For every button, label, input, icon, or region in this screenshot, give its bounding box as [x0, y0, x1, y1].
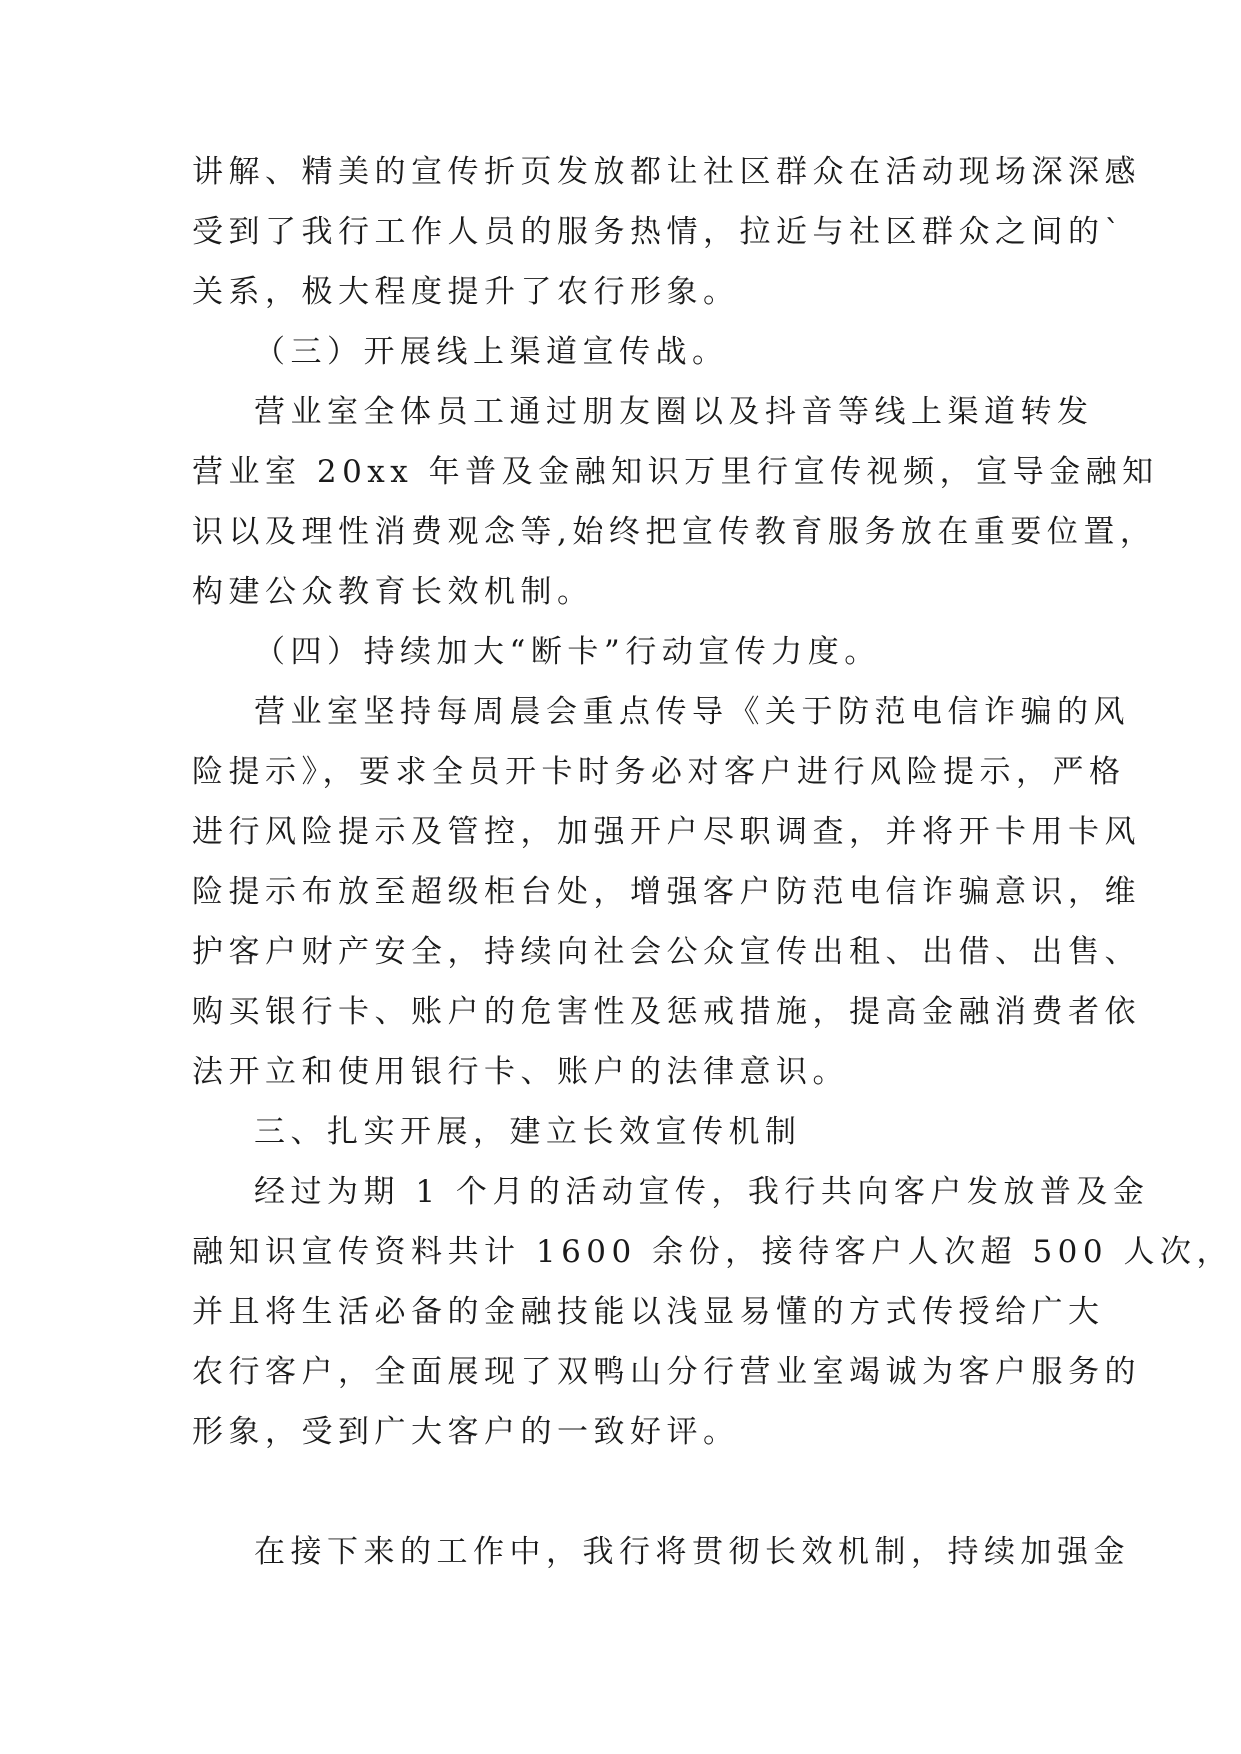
text-line: 构建公众教育长效机制。	[192, 574, 594, 610]
text-line: 农行客户，全面展现了双鸭山分行营业室竭诚为客户服务的	[192, 1354, 1141, 1390]
text-line: 营业室全体员工通过朋友圈以及抖音等线上渠道转发	[254, 394, 1094, 430]
text-line: 并且将生活必备的金融技能以浅显易懂的方式传授给广大	[192, 1294, 1105, 1330]
text-line: 险提示布放至超级柜台处，增强客户防范电信诈骗意识，维	[192, 874, 1141, 910]
text-line: 形象，受到广大客户的一致好评。	[192, 1414, 740, 1450]
text-line: 关系，极大程度提升了农行形象。	[192, 274, 740, 310]
text-line: 识以及理性消费观念等,始终把宣传教育服务放在重要位置，	[192, 514, 1157, 550]
section-heading: （三）开展线上渠道宣传战。	[254, 334, 729, 370]
text-line: 受到了我行工作人员的服务热情，拉近与社区群众之间的`	[192, 214, 1126, 250]
text-line: 在接下来的工作中，我行将贯彻长效机制，持续加强金	[254, 1534, 1130, 1570]
text-line: 护客户财产安全，持续向社会公众宣传出租、出借、出售、	[192, 934, 1141, 970]
section-heading: 三、扎实开展，建立长效宣传机制	[254, 1114, 802, 1150]
text-line: 进行风险提示及管控，加强开户尽职调查，并将开卡用卡风	[192, 814, 1141, 850]
text-line: 法开立和使用银行卡、账户的法律意识。	[192, 1054, 849, 1090]
section-heading: （四）持续加大“断卡”行动宣传力度。	[254, 634, 881, 670]
text-line: 融知识宣传资料共计 1600 余份，接待客户人次超 500 人次，	[192, 1234, 1233, 1270]
text-line: 营业室坚持每周晨会重点传导《关于防范电信诈骗的风	[254, 694, 1130, 730]
text-line: 险提示》，要求全员开卡时务必对客户进行风险提示，严格	[192, 754, 1126, 790]
text-line: 经过为期 1 个月的活动宣传，我行共向客户发放普及金	[254, 1174, 1150, 1210]
text-line: 购买银行卡、账户的危害性及惩戒措施，提高金融消费者依	[192, 994, 1141, 1030]
text-line: 营业室 20xx 年普及金融知识万里行宣传视频，宣导金融知	[192, 454, 1159, 490]
text-line: 讲解、精美的宣传折页发放都让社区群众在活动现场深深感	[192, 154, 1141, 190]
